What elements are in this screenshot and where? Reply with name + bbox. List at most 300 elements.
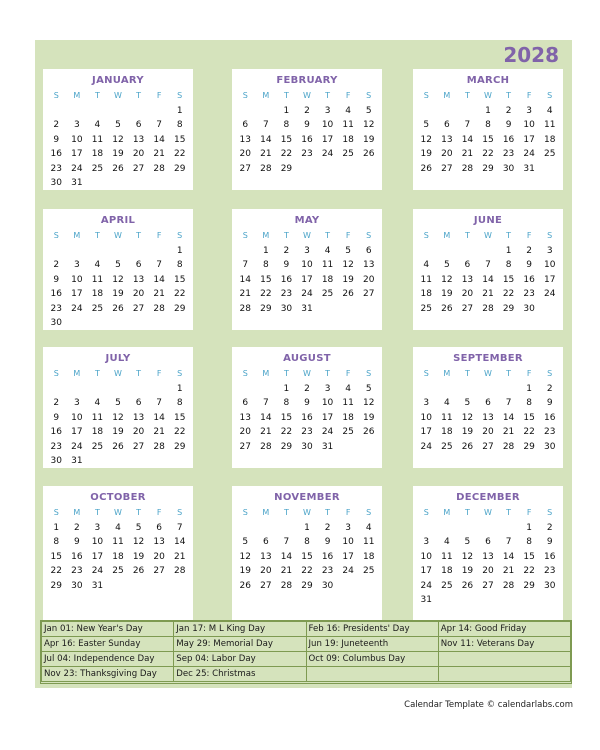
day-cell: 29 xyxy=(50,580,62,591)
day-cell: 10 xyxy=(543,260,556,271)
weekday-label: S xyxy=(53,231,59,240)
day-cell: 14 xyxy=(502,412,515,423)
day-cell: 7 xyxy=(156,398,162,409)
weekday-label: M xyxy=(73,508,81,517)
day-cell: 20 xyxy=(132,427,145,438)
weekday-label: F xyxy=(345,231,351,240)
weekday-label: F xyxy=(526,91,532,100)
weekday-label: S xyxy=(547,369,553,378)
day-cell: 4 xyxy=(115,523,121,533)
day-cell: 11 xyxy=(112,537,124,548)
weekday-label: F xyxy=(345,369,351,378)
day-cell: 25 xyxy=(441,441,453,452)
day-cell: 6 xyxy=(242,120,249,131)
day-cell: 17 xyxy=(420,427,432,438)
weekday-label: S xyxy=(242,91,248,100)
day-cell: 16 xyxy=(50,427,62,438)
day-cell: 29 xyxy=(482,163,494,174)
day-cell xyxy=(149,244,170,258)
weekday-label: T xyxy=(94,508,100,517)
day-cell: 30 xyxy=(301,441,313,452)
holiday-cell: Dec 25: Christmas xyxy=(174,667,306,682)
day-cell: 6 xyxy=(156,523,162,533)
day-cell xyxy=(87,382,108,396)
holiday-cell: Jun 19: Juneteenth xyxy=(306,637,438,652)
day-cell xyxy=(46,382,67,396)
day-cell: 15 xyxy=(301,551,313,562)
month-august xyxy=(232,347,382,468)
month-june xyxy=(413,209,563,330)
day-cell: 13 xyxy=(239,412,251,423)
day-cell: 26 xyxy=(461,441,474,452)
month-grid xyxy=(413,88,563,176)
holiday-cell: Feb 16: Presidents' Day xyxy=(306,622,438,637)
day-cell: 22 xyxy=(173,427,186,438)
weekday-label: S xyxy=(366,369,372,378)
day-cell: 1 xyxy=(304,523,310,533)
day-cell: 16 xyxy=(523,274,535,285)
day-cell: 2 xyxy=(53,260,60,271)
month-february xyxy=(232,69,382,190)
day-cell: 28 xyxy=(502,580,515,591)
month-title: DECEMBER xyxy=(456,492,520,503)
day-cell: 30 xyxy=(543,580,556,591)
day-cell: 23 xyxy=(301,427,313,438)
weekday-label: S xyxy=(547,91,553,100)
day-cell: 7 xyxy=(505,537,512,548)
day-cell: 8 xyxy=(485,120,491,131)
day-cell: 30 xyxy=(50,317,62,328)
day-cell: 2 xyxy=(324,523,331,533)
day-cell: 9 xyxy=(283,260,290,271)
day-cell: 21 xyxy=(173,551,186,562)
weekday-label: S xyxy=(177,231,183,240)
day-cell: 18 xyxy=(441,566,453,577)
weekday-label: T xyxy=(325,508,330,517)
weekday-label: T xyxy=(464,91,470,100)
day-cell: 31 xyxy=(321,441,334,452)
day-cell: 16 xyxy=(50,289,62,300)
weekday-label: T xyxy=(136,91,141,100)
day-cell: 2 xyxy=(526,246,532,256)
day-cell: 30 xyxy=(50,177,62,188)
day-cell: 5 xyxy=(345,246,351,256)
day-cell: 3 xyxy=(73,120,80,131)
day-cell xyxy=(128,382,149,396)
day-cell: 23 xyxy=(280,289,293,300)
day-cell: 7 xyxy=(242,260,249,271)
day-cell: 23 xyxy=(502,149,515,160)
day-cell xyxy=(437,521,458,535)
day-cell xyxy=(416,382,437,396)
day-cell: 1 xyxy=(283,384,290,394)
day-cell: 28 xyxy=(153,163,165,174)
day-cell: 23 xyxy=(543,427,556,438)
day-cell: 27 xyxy=(461,303,474,314)
day-cell: 14 xyxy=(461,134,474,145)
day-cell: 18 xyxy=(342,134,354,145)
holiday-list xyxy=(40,620,572,684)
day-cell: 7 xyxy=(156,260,162,271)
weekday-label: T xyxy=(325,369,330,378)
weekday-label: S xyxy=(177,91,183,100)
day-cell xyxy=(478,521,499,535)
day-cell: 13 xyxy=(132,134,145,145)
day-cell: 10 xyxy=(420,551,432,562)
day-cell: 20 xyxy=(132,289,145,300)
day-cell: 21 xyxy=(502,427,515,438)
day-cell: 1 xyxy=(526,523,532,533)
day-cell: 12 xyxy=(461,412,474,423)
day-cell: 9 xyxy=(526,260,532,271)
holiday-cell: May 29: Memorial Day xyxy=(174,637,306,652)
day-cell: 19 xyxy=(362,134,375,145)
day-cell: 26 xyxy=(342,289,354,300)
day-cell: 10 xyxy=(523,120,535,131)
day-cell: 28 xyxy=(239,303,251,314)
holiday-cell: Jan 01: New Year's Day xyxy=(42,622,174,637)
day-cell: 18 xyxy=(362,551,375,562)
day-cell xyxy=(256,521,277,535)
day-cell: 20 xyxy=(153,551,165,562)
day-cell: 10 xyxy=(71,412,83,423)
day-cell: 8 xyxy=(304,537,310,548)
day-cell: 22 xyxy=(173,289,186,300)
day-cell xyxy=(256,382,277,396)
day-cell xyxy=(478,382,499,396)
day-cell: 15 xyxy=(173,134,186,145)
day-cell: 22 xyxy=(301,566,313,577)
holiday-row xyxy=(42,667,571,682)
weekday-label: F xyxy=(526,369,532,378)
day-cell: 16 xyxy=(321,551,334,562)
day-cell: 12 xyxy=(461,551,474,562)
day-cell: 10 xyxy=(342,537,354,548)
weekday-label: S xyxy=(547,508,553,517)
weekday-label: M xyxy=(262,231,270,240)
day-cell: 26 xyxy=(441,303,453,314)
day-cell: 21 xyxy=(153,289,165,300)
day-cell: 19 xyxy=(112,427,124,438)
day-cell: 9 xyxy=(304,120,310,131)
weekday-label: W xyxy=(114,508,122,517)
day-cell xyxy=(67,382,88,396)
weekday-label: W xyxy=(114,231,122,240)
month-title: JUNE xyxy=(473,215,503,226)
day-cell: 27 xyxy=(239,163,251,174)
weekday-label: T xyxy=(325,91,330,100)
day-cell: 11 xyxy=(441,412,453,423)
day-cell: 13 xyxy=(260,551,272,562)
day-cell: 2 xyxy=(505,106,512,116)
day-cell: 28 xyxy=(260,163,272,174)
day-cell: 27 xyxy=(239,441,251,452)
day-cell xyxy=(108,244,129,258)
day-cell: 28 xyxy=(173,566,186,577)
day-cell: 5 xyxy=(464,537,471,548)
weekday-label: W xyxy=(303,91,311,100)
day-cell: 17 xyxy=(71,149,83,160)
day-cell: 29 xyxy=(260,303,272,314)
day-cell xyxy=(235,104,256,118)
day-cell: 5 xyxy=(365,384,372,394)
weekday-label: F xyxy=(526,231,532,240)
day-cell: 1 xyxy=(485,106,491,116)
day-cell: 19 xyxy=(441,289,453,300)
day-cell: 4 xyxy=(423,260,430,271)
day-cell: 12 xyxy=(132,537,145,548)
month-december xyxy=(413,486,563,622)
day-cell: 11 xyxy=(91,412,104,423)
day-cell: 8 xyxy=(283,398,290,409)
day-cell: 31 xyxy=(523,163,535,174)
day-cell: 30 xyxy=(321,580,334,591)
day-cell: 3 xyxy=(73,260,80,271)
day-cell: 13 xyxy=(239,134,251,145)
weekday-label: T xyxy=(506,369,511,378)
month-grid xyxy=(43,505,193,593)
holiday-cell: Apr 16: Easter Sunday xyxy=(42,637,174,652)
month-title: MARCH xyxy=(466,75,510,86)
month-title: OCTOBER xyxy=(90,492,146,503)
month-title: JULY xyxy=(105,353,131,364)
weekday-label: M xyxy=(262,508,270,517)
weekday-label: S xyxy=(366,231,372,240)
weekday-label: M xyxy=(443,231,451,240)
day-cell: 23 xyxy=(523,289,535,300)
day-cell: 17 xyxy=(543,274,556,285)
day-cell xyxy=(457,521,478,535)
weekday-label: F xyxy=(345,508,351,517)
day-cell: 22 xyxy=(260,289,272,300)
day-cell: 27 xyxy=(153,566,165,577)
day-cell: 6 xyxy=(135,260,142,271)
day-cell: 6 xyxy=(485,537,491,548)
day-cell: 11 xyxy=(91,274,104,285)
day-cell: 25 xyxy=(543,149,556,160)
day-cell xyxy=(457,244,478,258)
day-cell: 4 xyxy=(345,106,351,116)
day-cell: 26 xyxy=(112,303,124,314)
weekday-label: S xyxy=(242,508,248,517)
day-cell: 13 xyxy=(362,260,375,271)
holiday-cell: Jul 04: Independence Day xyxy=(42,652,174,667)
day-cell: 6 xyxy=(443,120,450,131)
day-cell: 12 xyxy=(441,274,453,285)
day-cell: 25 xyxy=(91,441,104,452)
day-cell: 15 xyxy=(280,134,293,145)
weekday-label: S xyxy=(366,91,372,100)
day-cell: 15 xyxy=(173,412,186,423)
day-cell: 17 xyxy=(321,412,334,423)
day-cell: 13 xyxy=(153,537,165,548)
day-cell: 3 xyxy=(73,398,80,409)
month-november xyxy=(232,486,382,622)
day-cell: 5 xyxy=(443,260,450,271)
day-cell: 30 xyxy=(280,303,293,314)
day-cell xyxy=(87,104,108,118)
day-cell xyxy=(235,244,256,258)
day-cell: 10 xyxy=(71,134,83,145)
day-cell: 6 xyxy=(485,398,491,409)
day-cell: 15 xyxy=(173,274,186,285)
day-cell: 11 xyxy=(342,398,354,409)
day-cell: 31 xyxy=(91,580,104,591)
day-cell: 20 xyxy=(482,566,494,577)
day-cell: 15 xyxy=(502,274,515,285)
day-cell: 28 xyxy=(280,580,293,591)
day-cell: 16 xyxy=(301,412,313,423)
day-cell: 15 xyxy=(523,551,535,562)
month-grid xyxy=(43,366,193,468)
month-title: FEBRUARY xyxy=(276,75,338,86)
day-cell: 12 xyxy=(112,134,124,145)
day-cell: 10 xyxy=(71,274,83,285)
day-cell: 14 xyxy=(482,274,494,285)
weekday-label: W xyxy=(303,508,311,517)
day-cell: 18 xyxy=(420,289,432,300)
day-cell: 27 xyxy=(132,163,145,174)
day-cell: 20 xyxy=(132,149,145,160)
weekday-label: M xyxy=(262,369,270,378)
day-cell xyxy=(108,104,129,118)
day-cell: 17 xyxy=(420,566,432,577)
day-cell: 3 xyxy=(423,398,430,409)
day-cell: 1 xyxy=(53,523,60,533)
weekday-label: W xyxy=(303,369,311,378)
day-cell: 9 xyxy=(505,120,512,131)
weekday-label: M xyxy=(73,231,81,240)
weekday-label: W xyxy=(114,369,122,378)
day-cell: 28 xyxy=(461,163,474,174)
day-cell: 8 xyxy=(53,537,60,548)
day-cell: 22 xyxy=(482,149,494,160)
day-cell: 21 xyxy=(153,427,165,438)
day-cell: 29 xyxy=(502,303,515,314)
day-cell: 29 xyxy=(280,163,293,174)
weekday-label: S xyxy=(177,369,183,378)
day-cell: 24 xyxy=(342,566,354,577)
day-cell: 3 xyxy=(324,106,331,116)
day-cell: 2 xyxy=(304,106,310,116)
day-cell: 3 xyxy=(324,384,331,394)
holiday-row xyxy=(42,637,571,652)
day-cell: 23 xyxy=(71,566,83,577)
day-cell: 27 xyxy=(260,580,272,591)
holiday-cell: Nov 11: Veterans Day xyxy=(438,637,570,652)
day-cell: 6 xyxy=(135,398,142,409)
day-cell: 2 xyxy=(53,120,60,131)
day-cell: 5 xyxy=(115,260,121,271)
day-cell: 24 xyxy=(71,303,83,314)
weekday-label: W xyxy=(303,231,311,240)
day-cell: 4 xyxy=(443,537,450,548)
weekday-label: S xyxy=(423,91,429,100)
day-cell xyxy=(46,104,67,118)
day-cell xyxy=(416,104,437,118)
weekday-label: S xyxy=(423,369,429,378)
year-title: 2028 xyxy=(503,43,559,67)
day-cell: 5 xyxy=(423,120,430,131)
weekday-label: T xyxy=(464,508,470,517)
day-cell: 10 xyxy=(91,537,104,548)
day-cell: 19 xyxy=(362,412,375,423)
day-cell: 3 xyxy=(546,246,553,256)
day-cell xyxy=(437,104,458,118)
day-cell: 18 xyxy=(543,134,556,145)
day-cell: 12 xyxy=(239,551,251,562)
day-cell: 16 xyxy=(301,134,313,145)
weekday-label: S xyxy=(53,508,59,517)
month-title: SEPTEMBER xyxy=(453,353,523,364)
day-cell: 17 xyxy=(91,551,104,562)
day-cell: 25 xyxy=(91,163,104,174)
day-cell: 15 xyxy=(50,551,62,562)
weekday-label: S xyxy=(177,508,183,517)
day-cell: 20 xyxy=(362,274,375,285)
day-cell: 27 xyxy=(482,580,494,591)
month-grid xyxy=(232,505,382,593)
day-cell: 4 xyxy=(94,120,101,131)
day-cell: 16 xyxy=(543,412,556,423)
day-cell: 11 xyxy=(441,551,453,562)
day-cell: 15 xyxy=(260,274,272,285)
day-cell: 26 xyxy=(239,580,251,591)
day-cell: 21 xyxy=(260,427,272,438)
day-cell: 28 xyxy=(153,303,165,314)
day-cell: 6 xyxy=(464,260,471,271)
weekday-label: T xyxy=(464,231,470,240)
day-cell: 16 xyxy=(502,134,515,145)
month-title: JANUARY xyxy=(92,75,144,86)
day-cell: 1 xyxy=(262,246,269,256)
weekday-label: T xyxy=(283,231,289,240)
day-cell: 4 xyxy=(345,384,351,394)
day-cell: 26 xyxy=(461,580,474,591)
day-cell: 14 xyxy=(239,274,251,285)
weekday-label: W xyxy=(484,231,492,240)
day-cell xyxy=(67,104,88,118)
day-cell: 18 xyxy=(342,412,354,423)
weekday-label: M xyxy=(73,369,81,378)
day-cell: 30 xyxy=(50,455,62,466)
day-cell: 13 xyxy=(132,274,145,285)
month-september xyxy=(413,347,563,468)
weekday-label: M xyxy=(73,91,81,100)
day-cell: 29 xyxy=(301,580,313,591)
day-cell: 31 xyxy=(71,177,83,188)
day-cell: 10 xyxy=(301,260,313,271)
day-cell: 31 xyxy=(420,594,432,605)
day-cell: 16 xyxy=(50,149,62,160)
day-cell: 25 xyxy=(420,303,432,314)
weekday-label: T xyxy=(136,231,141,240)
day-cell: 8 xyxy=(176,120,183,131)
day-cell: 30 xyxy=(71,580,83,591)
day-cell: 17 xyxy=(71,427,83,438)
day-cell: 9 xyxy=(546,537,553,548)
weekday-label: T xyxy=(136,508,141,517)
month-april xyxy=(43,209,193,330)
day-cell: 13 xyxy=(482,412,494,423)
day-cell: 24 xyxy=(301,289,313,300)
day-cell: 12 xyxy=(362,398,375,409)
weekday-label: T xyxy=(283,369,289,378)
day-cell: 21 xyxy=(260,149,272,160)
weekday-label: S xyxy=(242,369,248,378)
day-cell: 25 xyxy=(321,289,334,300)
day-cell: 14 xyxy=(173,537,186,548)
